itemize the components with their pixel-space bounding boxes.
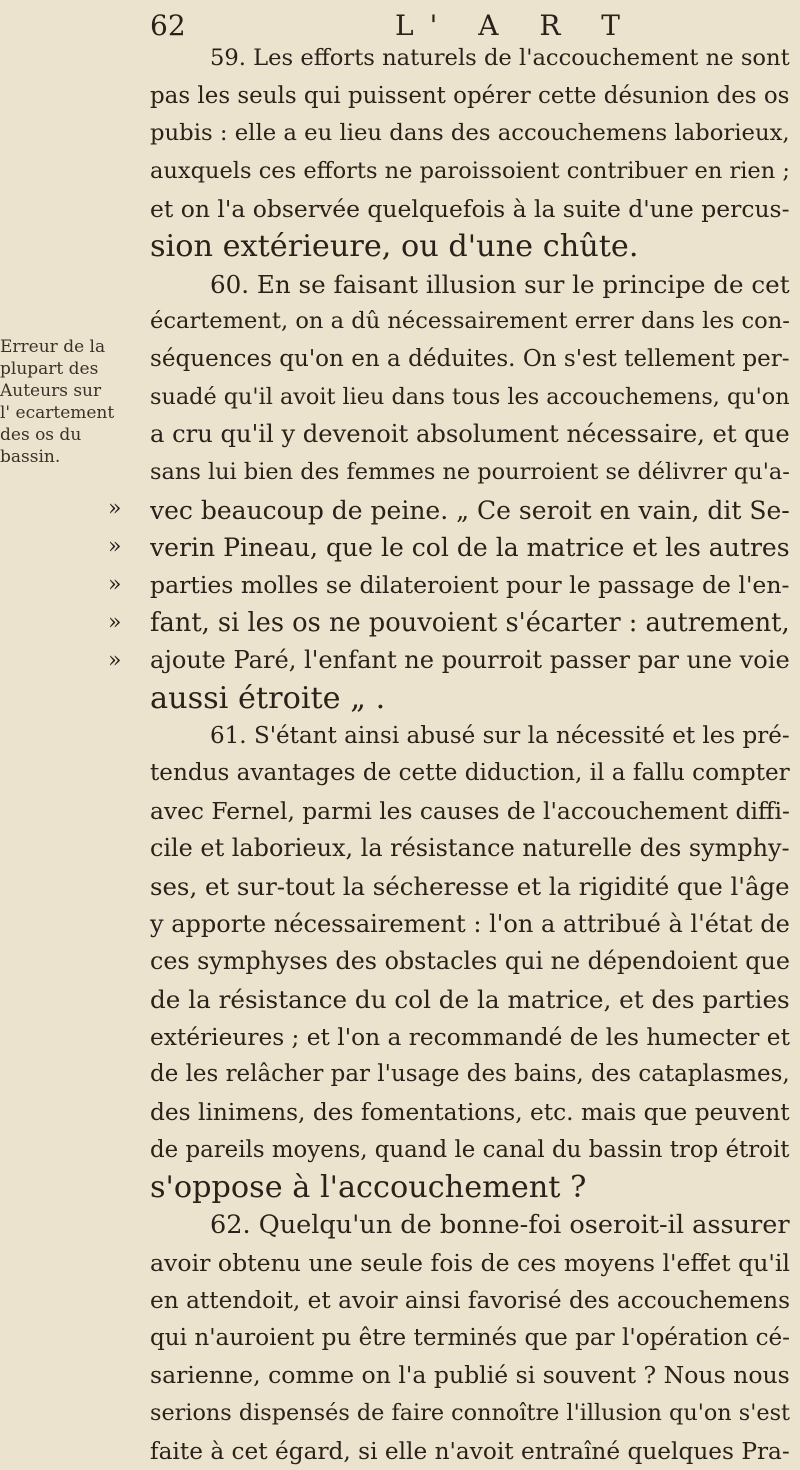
text-line: tendus avantages de cette diduction, il a fallu compter: [150, 760, 790, 787]
quote-mark: »: [108, 572, 122, 597]
text-line: 60. En se faisant illusion sur le principe de cet: [210, 269, 790, 299]
text-line: de la résistance du col de la matrice, et des parties: [150, 985, 790, 1015]
text-line: vec beaucoup de peine. „ Ce seroit en vain, dit Se-: [150, 495, 790, 525]
text-line: sarienne, comme on l'a publié si souvent ? Nous nous: [150, 1361, 790, 1390]
text-line: sion extérieure, ou d'une chûte.: [150, 229, 639, 265]
text-line: fant, si les os ne pouvoient s'écarter : autrement,: [150, 607, 790, 638]
text-line: faite à cet égard, si elle n'avoit entraîné quelques Pra-: [150, 1437, 790, 1465]
quote-marks-column: [108, 490, 136, 680]
quote-mark: »: [108, 610, 122, 635]
text-line: extérieures ; et l'on a recommandé de les humecter et: [150, 1023, 790, 1051]
text-line: 61. S'étant ainsi abusé sur la nécessité et les pré-: [210, 722, 790, 749]
text-line: a cru qu'il y devenoit absolument nécessaire, et que: [150, 420, 790, 449]
text-line: cile et laborieux, la résistance naturelle des symphy-: [150, 834, 790, 863]
text-line: ses, et sur-tout la sécheresse et la rigidité que l'âge: [150, 872, 790, 902]
text-line: des linimens, des fomentations, etc. mais que peuvent: [150, 1098, 790, 1126]
text-line: séquences qu'on en a déduites. On s'est tellement per-: [150, 346, 790, 373]
text-line: et on l'a observée quelquefois à la suite d'une percus-: [150, 194, 790, 223]
text-line: ces symphyses des obstacles qui ne dépendoient que: [150, 947, 790, 976]
text-line: s'oppose à l'accouchement ?: [150, 1170, 587, 1206]
text-line: pas les seuls qui puissent opérer cette désunion des os: [150, 82, 790, 109]
page-header: [150, 8, 790, 44]
margin-note-line: bassin.: [0, 447, 61, 467]
text-line: ajoute Paré, l'enfant ne pourroit passer par une voie: [150, 646, 790, 675]
page-number: 62: [150, 9, 186, 42]
text-line: en attendoit, et avoir ainsi favorisé des accouchemens: [150, 1287, 790, 1315]
text-line: serions dispensés de faire connoître l'illusion qu'on s'est: [150, 1400, 790, 1427]
text-line: pubis : elle a eu lieu dans des accouchemens laborieux,: [150, 120, 790, 147]
text-line: de les relâcher par l'usage des bains, des cataplasmes,: [150, 1061, 790, 1088]
quote-mark: »: [108, 648, 122, 673]
text-line: y apporte nécessairement : l'on a attribué à l'état de: [150, 909, 790, 938]
text-line: qui n'auroient pu être terminés que par l'opération cé-: [150, 1324, 790, 1351]
margin-note-line: des os du: [0, 425, 82, 445]
margin-note-line: plupart des: [0, 359, 99, 379]
text-line: auxquels ces efforts ne paroissoient contribuer en rien ;: [150, 157, 790, 184]
quote-mark: »: [108, 534, 122, 559]
text-line: sans lui bien des femmes ne pourroient se délivrer qu'a-: [150, 459, 790, 486]
margin-note: [0, 336, 115, 468]
text-line: de pareils moyens, quand le canal du bassin trop étroit: [150, 1136, 790, 1163]
body-text: [150, 40, 790, 1470]
quote-mark: »: [108, 496, 122, 521]
text-line: avoir obtenu une seule fois de ces moyens l'effet qu'il: [150, 1248, 790, 1277]
margin-note-line: l' ecartement: [0, 403, 115, 423]
text-line: 59. Les efforts naturels de l'accouchement ne sont: [210, 45, 790, 71]
text-line: verin Pineau, que le col de la matrice et les autres: [150, 533, 790, 563]
margin-note-line: Erreur de la: [0, 337, 106, 357]
margin-note-line: Auteurs sur: [0, 381, 102, 401]
text-line: aussi étroite „ .: [150, 680, 386, 716]
text-line: 62. Quelqu'un de bonne-foi oseroit-il assurer: [210, 1209, 790, 1240]
text-line: écartement, on a dû nécessairement errer dans les con-: [150, 308, 790, 335]
text-line: avec Fernel, parmi les causes de l'accouchement diffi-: [150, 797, 790, 825]
text-line: parties molles se dilateroient pour le passage de l'en-: [150, 570, 790, 599]
running-title: L' A R T: [395, 9, 636, 42]
text-line: suadé qu'il avoit lieu dans tous les accouchemens, qu'on: [150, 383, 790, 410]
